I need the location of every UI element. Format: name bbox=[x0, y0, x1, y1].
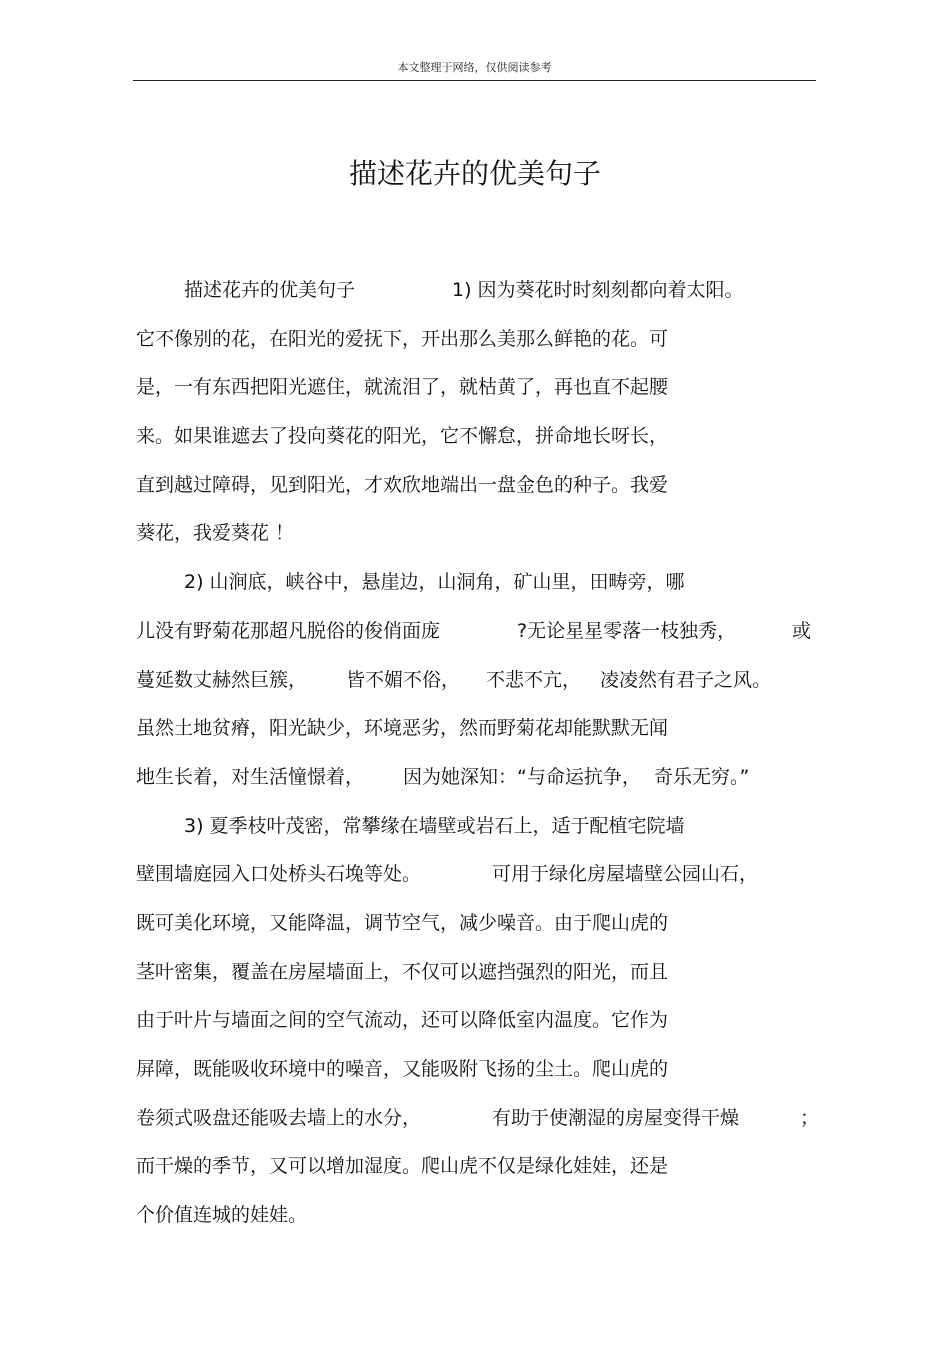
text-segment: 因为她深知：“与命运抗争， bbox=[403, 765, 641, 788]
text-segment: 屏障，既能吸收环境中的噪音，又能吸附飞扬的尘土。爬山虎的 bbox=[136, 1058, 669, 1080]
text-segment: 或 bbox=[792, 619, 812, 642]
text-segment: 它不像别的花，在阳光的爱抚下，开出那么美那么鲜艳的花。可 bbox=[136, 327, 669, 350]
text-segment: 2) 山涧底，峡谷中，悬崖边，山洞角，矿山里，田畴旁，哪 bbox=[184, 571, 685, 594]
text-line bbox=[136, 509, 826, 558]
body-text bbox=[136, 266, 826, 1240]
text-line bbox=[136, 1094, 826, 1143]
text-line bbox=[136, 607, 826, 656]
text-segment: 不悲不亢， bbox=[486, 668, 582, 691]
text-segment: 茎叶密集，覆盖在房屋墙面上，不仅可以遮挡强烈的阳光，而且 bbox=[136, 960, 669, 983]
text-line bbox=[136, 558, 826, 607]
text-line bbox=[136, 363, 826, 412]
text-segment: 虽然土地贫瘠，阳光缺少，环境恶劣，然而野菊花却能默默无闻 bbox=[136, 717, 669, 740]
text-segment: 由于叶片与墙面之间的空气流动，还可以降低室内温度。它作为 bbox=[136, 1009, 669, 1032]
text-segment: 皆不媚不俗， bbox=[346, 668, 461, 691]
text-segment: 是，一有东西把阳光遮住，就流泪了，就枯黄了，再也直不起腰 bbox=[136, 376, 669, 399]
text-segment: 3) 夏季枝叶茂密，常攀缘在墙壁或岩石上，适于配植宅院墙 bbox=[184, 814, 685, 837]
text-segment: 壁围墙庭园入口处桥头石堍等处。 bbox=[136, 863, 422, 886]
text-segment: 而干燥的季节，又可以增加湿度。爬山虎不仅是绿化娃娃，还是 bbox=[136, 1155, 669, 1178]
text-line bbox=[136, 266, 826, 315]
text-line bbox=[136, 1045, 826, 1094]
text-segment: 既可美化环境，又能降温，调节空气，减少噪音。由于爬山虎的 bbox=[136, 911, 669, 934]
text-line bbox=[136, 704, 826, 753]
text-line bbox=[136, 899, 826, 948]
text-line bbox=[136, 850, 826, 899]
text-line bbox=[136, 1142, 826, 1191]
header-text: 本文整理于网络，仅供阅读参考 bbox=[397, 61, 552, 74]
text-segment: 来。如果谁遮去了投向葵花的阳光，它不懈怠，拼命地长呀长， bbox=[136, 425, 669, 448]
text-line bbox=[136, 461, 826, 510]
text-segment: 直到越过障碍，见到阳光，才欢欣地端出一盘金色的种子。我爱 bbox=[136, 473, 669, 496]
page-header bbox=[133, 58, 816, 81]
document-title: 描述花卉的优美句子 bbox=[348, 157, 601, 190]
text-segment: 儿没有野菊花那超凡脱俗的俊俏面庞 bbox=[136, 619, 441, 642]
text-line bbox=[136, 996, 826, 1045]
text-segment: 葵花，我爱葵花 ！ bbox=[136, 522, 295, 545]
text-segment: 凌凌然有君子之风。 bbox=[600, 668, 772, 691]
text-segment: 卷须式吸盘还能吸去墙上的水分， bbox=[136, 1106, 422, 1129]
text-line bbox=[136, 1191, 826, 1240]
text-line bbox=[136, 412, 826, 461]
text-segment: 描述花卉的优美句子 bbox=[184, 279, 356, 301]
text-segment: 可用于绿化房屋墙壁公园山石， bbox=[492, 863, 759, 886]
text-segment: 奇乐无穷。” bbox=[654, 765, 750, 788]
text-segment: 个价值连城的娃娃。 bbox=[136, 1204, 308, 1227]
text-line bbox=[136, 948, 826, 997]
text-segment: ?无论星星零落一枝独秀， bbox=[517, 619, 737, 642]
text-segment: ； bbox=[800, 1106, 820, 1129]
text-segment: 有助于使潮湿的房屋变得干燥 bbox=[492, 1106, 740, 1129]
text-line bbox=[136, 315, 826, 364]
text-segment: 蔓延数丈赫然巨簇， bbox=[136, 668, 308, 691]
text-line bbox=[136, 656, 826, 705]
text-segment: 1) 因为葵花时时刻刻都向着太阳。 bbox=[452, 279, 744, 301]
text-line bbox=[136, 753, 826, 802]
text-segment: 地生长着，对生活憧憬着， bbox=[136, 765, 365, 788]
text-line bbox=[136, 802, 826, 851]
